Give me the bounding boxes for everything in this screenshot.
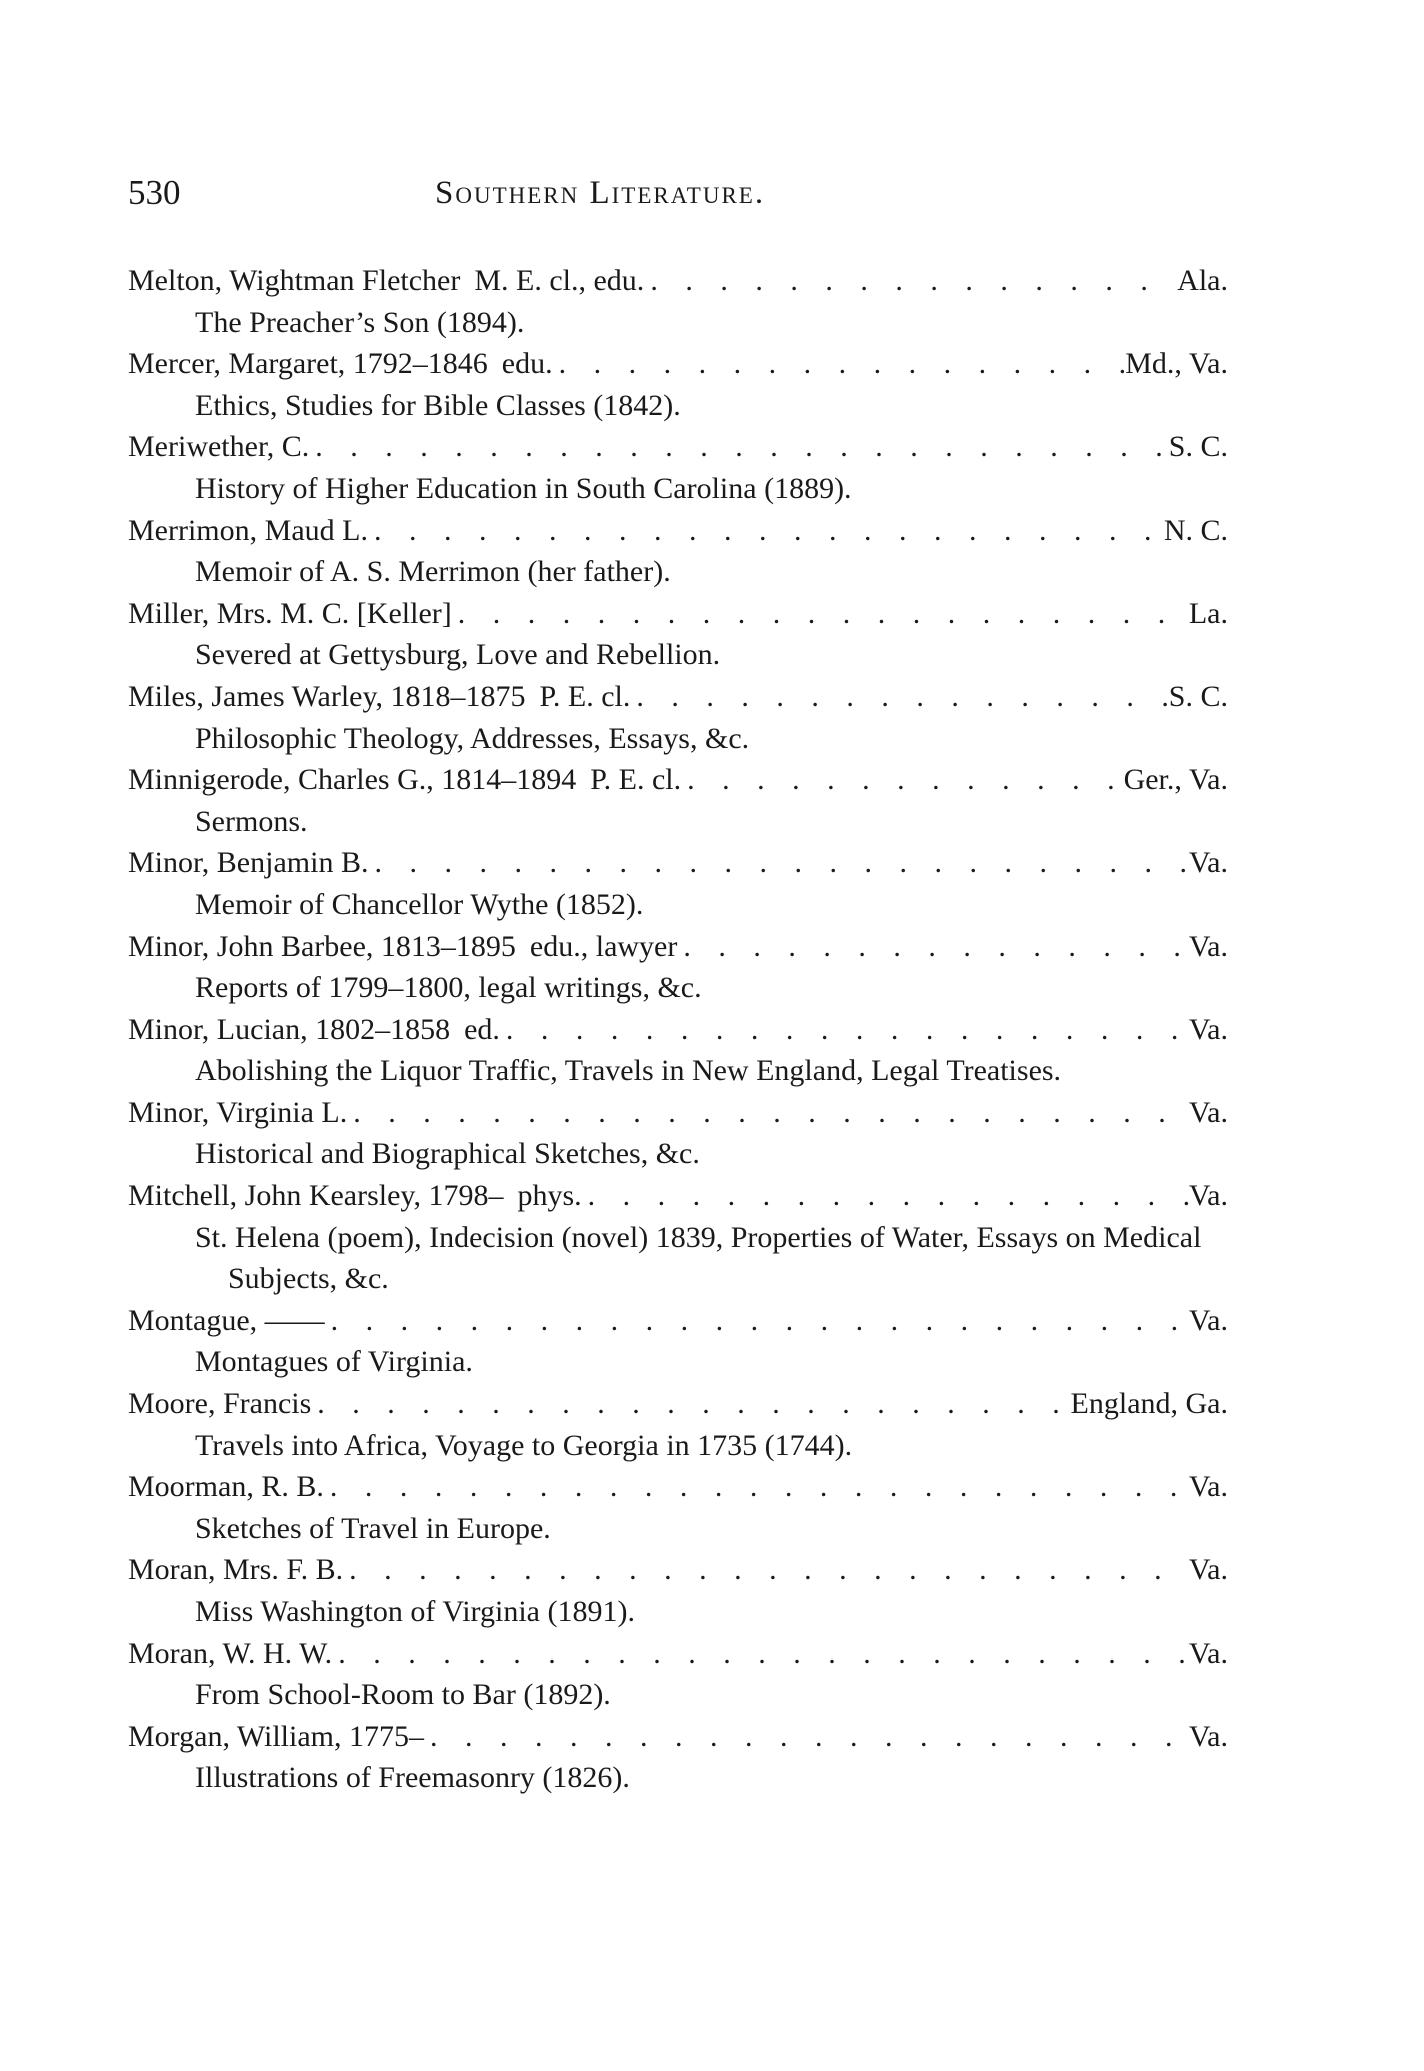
author-entry: [128, 1092, 1228, 1175]
dot-leader: [325, 1300, 1189, 1342]
author-entry: [128, 926, 1228, 1009]
author-entry: [128, 593, 1228, 676]
author-name: Mitchell, John Kearsley, 1798–: [128, 1179, 504, 1213]
dot-leader: [343, 1549, 1189, 1591]
author-place: Va.: [1188, 1636, 1228, 1670]
author-place: Va.: [1188, 1470, 1228, 1504]
entry-head-line: [128, 1716, 1228, 1758]
author-place: Va.: [1188, 846, 1228, 880]
author-place: England, Ga.: [1070, 1387, 1228, 1421]
author-name: Moran, Mrs. F. B.: [128, 1553, 344, 1587]
author-entry: [128, 510, 1228, 593]
author-works: St. Helena (poem), Indecision (novel) 1839, Properties of Water, Essays on Medical Subjects, &c.: [195, 1220, 1202, 1296]
author-occupation: edu.: [501, 347, 553, 381]
author-name: Merrimon, Maud L.: [128, 513, 368, 547]
dot-leader: [424, 1716, 1189, 1758]
author-name: Minor, Benjamin B.: [128, 846, 369, 880]
author-entry: [128, 842, 1228, 925]
entry-head-line: [128, 593, 1228, 635]
entry-head-line: [128, 926, 1228, 968]
author-place: Va.: [1188, 1719, 1228, 1753]
dot-leader: [311, 1383, 1070, 1425]
author-entry: [128, 1466, 1228, 1549]
author-place: S. C.: [1168, 679, 1228, 713]
author-place: Va.: [1188, 1095, 1228, 1129]
author-place: Va.: [1188, 1179, 1228, 1213]
author-works: History of Higher Education in South Carolina (1889).: [195, 471, 852, 505]
author-place: Ala.: [1177, 264, 1228, 297]
author-place: Va.: [1188, 929, 1228, 963]
author-name: Morgan, William, 1775–: [128, 1719, 425, 1753]
entry-head-line: [128, 676, 1228, 718]
running-title: Southern Literature.: [435, 175, 766, 211]
author-entry: [128, 759, 1228, 842]
entry-head-line: [128, 759, 1228, 801]
page-number: 530: [128, 173, 181, 212]
author-entry: [128, 260, 1228, 343]
author-occupation: M. E. cl., edu.: [474, 264, 645, 297]
author-works: Abolishing the Liquor Traffic, Travels in New England, Legal Treatises.: [195, 1054, 1062, 1088]
author-entry: [128, 1383, 1228, 1466]
author-name: Minor, Virginia L.: [128, 1095, 348, 1129]
author-place: Va.: [1188, 1303, 1228, 1337]
dot-leader: [332, 1633, 1189, 1675]
entry-head-line: [128, 1009, 1228, 1051]
author-works: Severed at Gettysburg, Love and Rebellion.: [195, 638, 721, 672]
author-works: Travels into Africa, Voyage to Georgia in 1735 (1744).: [195, 1428, 853, 1462]
author-entry: [128, 426, 1228, 509]
author-place: Md., Va.: [1125, 347, 1228, 381]
author-place: Va.: [1188, 1553, 1228, 1587]
author-place: S. C.: [1168, 430, 1228, 464]
entry-head-line: [128, 343, 1228, 385]
author-works: Sketches of Travel in Europe.: [195, 1511, 551, 1545]
entry-head-line: [128, 1383, 1228, 1425]
author-name: Miller, Mrs. M. C. [Keller]: [128, 596, 452, 630]
author-works: Ethics, Studies for Bible Classes (1842).: [195, 388, 681, 422]
author-name: Moran, W. H. W.: [128, 1636, 333, 1670]
dot-leader: [681, 759, 1123, 801]
dot-leader: [553, 343, 1126, 385]
author-entries-list: [128, 260, 1228, 1799]
author-entry: [128, 1175, 1228, 1300]
entry-head-line: [128, 510, 1228, 552]
dot-leader: [677, 926, 1188, 968]
author-entry: [128, 1300, 1228, 1383]
author-name: Mercer, Margaret, 1792–1846: [128, 347, 488, 381]
author-entry: [128, 1009, 1228, 1092]
dot-leader: [368, 842, 1188, 884]
author-occupation: P. E. cl.: [539, 679, 631, 713]
dot-leader: [347, 1092, 1189, 1134]
author-works: Memoir of A. S. Merrimon (her father).: [195, 555, 671, 589]
author-works: Historical and Biographical Sketches, &c.: [195, 1137, 700, 1171]
entry-head-line: [128, 842, 1228, 884]
dot-leader: [644, 260, 1177, 302]
dot-leader: [368, 510, 1164, 552]
author-works: Montagues of Virginia.: [195, 1345, 473, 1379]
author-place: Ger., Va.: [1123, 763, 1228, 797]
dot-leader: [630, 676, 1168, 718]
entry-head-line: [128, 1466, 1228, 1508]
entry-head-line: [128, 260, 1228, 302]
dot-leader: [500, 1009, 1189, 1051]
author-name: Meriwether, C.: [128, 430, 310, 464]
author-place: La.: [1188, 596, 1228, 630]
page-header: [128, 168, 1228, 218]
entry-head-line: [128, 1633, 1228, 1675]
author-works: Illustrations of Freemasonry (1826).: [195, 1761, 630, 1795]
author-works: Sermons.: [195, 804, 308, 838]
author-occupation: P. E. cl.: [590, 763, 682, 797]
author-works: From School-Room to Bar (1892).: [195, 1678, 611, 1712]
author-name: Minor, Lucian, 1802–1858: [128, 1012, 451, 1046]
author-entry: [128, 343, 1228, 426]
author-name: Melton, Wightman Fletcher: [128, 264, 461, 297]
entry-head-line: [128, 426, 1228, 468]
dot-leader: [582, 1175, 1189, 1217]
author-entry: [128, 676, 1228, 759]
author-works: Miss Washington of Virginia (1891).: [195, 1595, 635, 1628]
author-occupation: phys.: [517, 1179, 582, 1213]
author-works: The Preacher’s Son (1894).: [195, 305, 525, 339]
author-entry: [128, 1716, 1228, 1799]
author-entry: [128, 1549, 1228, 1632]
author-occupation: ed.: [464, 1012, 500, 1046]
author-occupation: edu., lawyer: [529, 929, 678, 963]
author-name: Minnigerode, Charles G., 1814–1894: [128, 763, 577, 797]
dot-leader: [324, 1466, 1189, 1508]
dot-leader: [309, 426, 1169, 468]
entry-head-line: [128, 1549, 1228, 1591]
author-place: Va.: [1188, 1012, 1228, 1046]
author-name: Montague, ——: [128, 1303, 325, 1337]
author-name: Miles, James Warley, 1818–1875: [128, 679, 526, 713]
author-name: Minor, John Barbee, 1813–1895: [128, 929, 516, 963]
author-works: Reports of 1799–1800, legal writings, &c.: [195, 971, 702, 1005]
entry-head-line: [128, 1300, 1228, 1342]
entry-head-line: [128, 1175, 1228, 1217]
author-name: Moorman, R. B.: [128, 1470, 324, 1504]
author-name: Moore, Francis: [128, 1387, 312, 1421]
author-place: N. C.: [1163, 513, 1228, 547]
author-entry: [128, 1633, 1228, 1716]
author-works: Memoir of Chancellor Wythe (1852).: [195, 887, 644, 921]
entry-head-line: [128, 1092, 1228, 1134]
dot-leader: [452, 593, 1189, 635]
author-works: Philosophic Theology, Addresses, Essays, &c.: [195, 721, 750, 755]
